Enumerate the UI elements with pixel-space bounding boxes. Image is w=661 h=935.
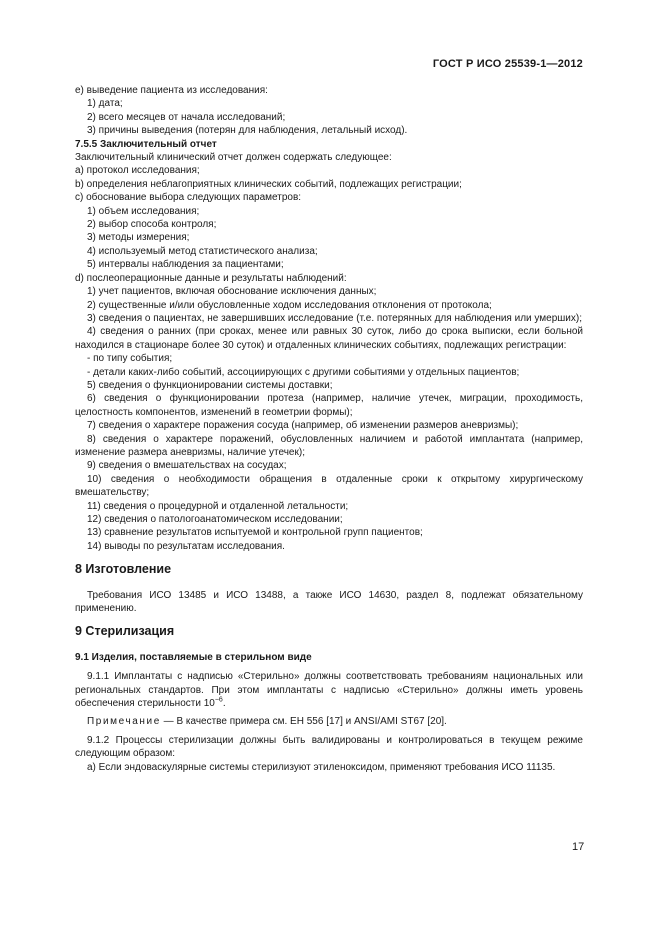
paragraph-9-1-1 (75, 670, 583, 710)
list-item: 10) сведения о необходимости обращения в отдаленные сроки к открытому хирургическому вмешательству; (75, 473, 583, 499)
list-item: d) послеоперационные данные и результаты наблюдений: (75, 272, 347, 284)
list-item: 3) сведения о пациентах, не завершивших исследование (т.е. потерянных для наблюдения или умерших); (87, 312, 583, 324)
section-9-1-heading: 9.1 Изделия, поставляемые в стерильном виде (75, 651, 312, 663)
paragraph-9-1-1-text: 9.1.1 Имплантаты с надписью «Стерильно» должны соответствовать требованиям национальных или региональных стандартов. При этом имплантаты с надписью «Стерильно» должны иметь уровень обеспечения стерильности 10 (75, 671, 583, 710)
standard-header: ГОСТ Р ИСО 25539-1—2012 (432, 58, 583, 70)
section-8-text: Требования ИСО 13485 и ИСО 13488, а также ИСО 14630, раздел 8, подлежат обязательному применению. (75, 589, 583, 615)
list-item: 1) дата; (87, 98, 123, 110)
list-item: 2) всего месяцев от начала исследований; (87, 111, 286, 123)
list-item: 8) сведения о характере поражений, обусловленных наличием и работой имплантата (например, изменение размера аневризмы, наличие утечек); (75, 433, 583, 458)
paragraph-9-1-2: 9.1.2 Процессы стерилизации должны быть валидированы и контролироваться в текущем режиме следующим образом: (75, 734, 583, 760)
list-item: 13) сравнение результатов испытуемой и контрольной групп пациентов; (87, 527, 423, 539)
list-item: e) выведение пациента из исследования: (75, 85, 268, 96)
list-item: 3) методы измерения; (87, 232, 190, 244)
document-body (75, 84, 583, 774)
page-number: 17 (572, 841, 585, 853)
list-item: 2) выбор способа контроля; (87, 219, 217, 231)
list-item: 2) существенные и/или обусловленные ходом исследования отклонения от протокола; (87, 299, 492, 311)
list-item: 5) интервалы наблюдения за пациентами; (87, 259, 284, 271)
list-item: - детали каких-либо событий, ассоциирующих с другими событиями у отдельных пациентов; (87, 366, 520, 378)
list-item: b) определения неблагоприятных клинических событий, подлежащих регистрации; (75, 178, 462, 190)
list-item: a) протокол исследования; (75, 165, 200, 177)
paragraph-9-1-2-a: a) Если эндоваскулярные системы стерилизуют этиленоксидом, применяют требования ИСО 11135. (87, 761, 556, 773)
list-item: 11) сведения о процедурной и отдаленной летальности; (87, 500, 349, 512)
note (75, 715, 583, 728)
section-8-heading: 8 Изготовление (75, 562, 172, 577)
paragraph: Заключительный клинический отчет должен содержать следующее: (75, 152, 392, 164)
subsection-heading: 7.5.5 Заключительный отчет (75, 138, 217, 150)
list-item: 12) сведения о патологоанатомическом исследовании; (87, 514, 343, 525)
list-item: 1) учет пациентов, включая обоснование исключения данных; (87, 286, 377, 298)
section-9-heading: 9 Стерилизация (75, 624, 175, 639)
list-item: - по типу события; (87, 353, 173, 365)
list-item: 6) сведения о функционировании протеза (например, наличие утечек, миграции, проходимость, целостность компонентов, изменений в геометрии формы); (75, 393, 583, 418)
list-item: 4) сведения о ранних (при сроках, менее или равных 30 суток, либо до срока выписки, если больной находился в стационаре более 30 суток) и отдаленных клинических событиях, подлежащих регистрации: (75, 326, 583, 351)
list-item: 4) используемый метод статистического анализа; (87, 245, 318, 257)
list-item: 3) причины выведения (потерян для наблюдения, летальный исход). (87, 125, 408, 137)
list-item: c) обоснование выбора следующих параметров: (75, 192, 302, 204)
list-item: 7) сведения о характере поражения сосуда (например, об изменении размеров аневризмы); (87, 420, 519, 432)
list-item: 14) выводы по результатам исследования. (87, 540, 285, 552)
list-item: 1) объем исследования; (87, 205, 200, 217)
paragraph-end: . (222, 698, 226, 710)
list-item: 5) сведения о функционировании системы доставки; (87, 379, 333, 391)
note-label: Примечание (87, 716, 161, 728)
exponent: −6 (214, 696, 223, 704)
list-item: 9) сведения о вмешательствах на сосудах; (87, 460, 287, 472)
note-text: — В качестве примера см. ЕН 556 [17] и ANSI/AMI ST67 [20]. (160, 716, 447, 728)
